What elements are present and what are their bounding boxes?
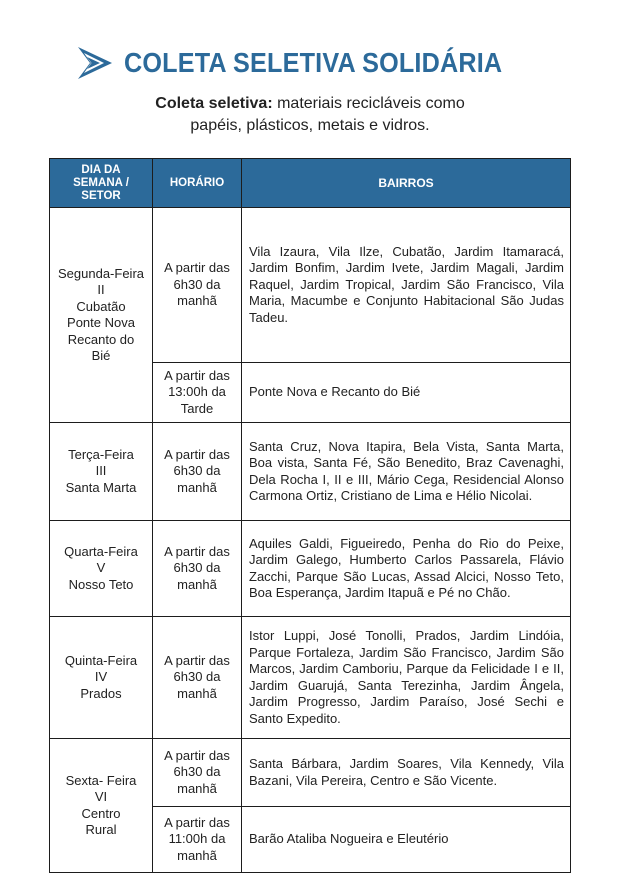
subtitle-bold: Coleta seletiva: — [155, 95, 273, 112]
subtitle — [0, 93, 620, 137]
table-row — [50, 739, 571, 807]
header-day: DIA DA SEMANA / SETOR — [50, 159, 153, 208]
bairros-cell: Barão Ataliba Nogueira e Eleutério — [242, 807, 571, 873]
day-cell: Quarta-Feira V Nosso Teto — [50, 521, 153, 617]
arrow-logo-icon — [76, 44, 114, 82]
header-bairros: BAIRROS — [242, 159, 571, 208]
time-cell: A partir das 6h30 da manhã — [153, 739, 242, 807]
bairros-cell: Istor Luppi, José Tonolli, Prados, Jardim Lindóia, Parque Fortaleza, Jardim São Francisco, Jardim São Marcos, Jardim Camboriu, Parque da Felicidade I e II, Jardim Guarujá, Santa Terezinha, Jardim Ângela, Jardim Progresso, Jardim Paraíso, José Sechi e Santo Expedito. — [242, 617, 571, 739]
bairros-cell: Santa Cruz, Nova Itapira, Bela Vista, Santa Marta, Boa vista, Santa Fé, São Benedito, Braz Cavenaghi, Dela Rocha I, II e III, Mário Cega, Residencial Alonso Carmona Ortiz, Cristiano de Lima e Hélio Nicolai. — [242, 423, 571, 521]
bairros-cell: Vila Izaura, Vila Ilze, Cubatão, Jardim Itamaracá, Jardim Bonfim, Jardim Ivete, Jardim Magali, Jardim Raquel, Jardim Tropical, Jardim São Francisco, Vila Maria, Macumbe e Conjunto Habitacional São Judas Tadeu. — [242, 208, 571, 363]
time-cell: A partir das 6h30 da manhã — [153, 617, 242, 739]
header-time: HORÁRIO — [153, 159, 242, 208]
time-cell: A partir das 13:00h da Tarde — [153, 363, 242, 423]
table-row — [50, 521, 571, 617]
day-cell: Segunda-Feira II Cubatão Ponte Nova Recanto do Bié — [50, 208, 153, 423]
bairros-cell: Ponte Nova e Recanto do Bié — [242, 363, 571, 423]
day-cell: Terça-Feira III Santa Marta — [50, 423, 153, 521]
page-title: COLETA SELETIVA SOLIDÁRIA — [123, 47, 503, 78]
subtitle-line-2: papéis, plásticos, metais e vidros. — [190, 117, 430, 134]
bairros-cell: Aquiles Galdi, Figueiredo, Penha do Rio do Peixe, Jardim Galego, Humberto Carlos Passarela, Flávio Zacchi, Parque São Lucas, Assad Alcici, Nosso Teto, Boa Esperança, Jardim Itapuã e Pé no Chão. — [242, 521, 571, 617]
table-row — [50, 208, 571, 363]
subtitle-rest: materiais recicláveis como — [272, 95, 465, 112]
time-cell: A partir das 11:00h da manhã — [153, 807, 242, 873]
time-cell: A partir das 6h30 da manhã — [153, 521, 242, 617]
subtitle-line-1 — [0, 93, 620, 115]
time-cell: A partir das 6h30 da manhã — [153, 208, 242, 363]
header — [0, 38, 620, 88]
day-cell: Quinta-Feira IV Prados — [50, 617, 153, 739]
bairros-cell: Santa Bárbara, Jardim Soares, Vila Kennedy, Vila Bazani, Vila Pereira, Centro e São Vicente. — [242, 739, 571, 807]
header-row — [50, 159, 571, 208]
table-row — [50, 617, 571, 739]
table-row — [50, 423, 571, 521]
schedule-table — [49, 158, 571, 873]
time-cell: A partir das 6h30 da manhã — [153, 423, 242, 521]
day-cell: Sexta- Feira VI Centro Rural — [50, 739, 153, 873]
